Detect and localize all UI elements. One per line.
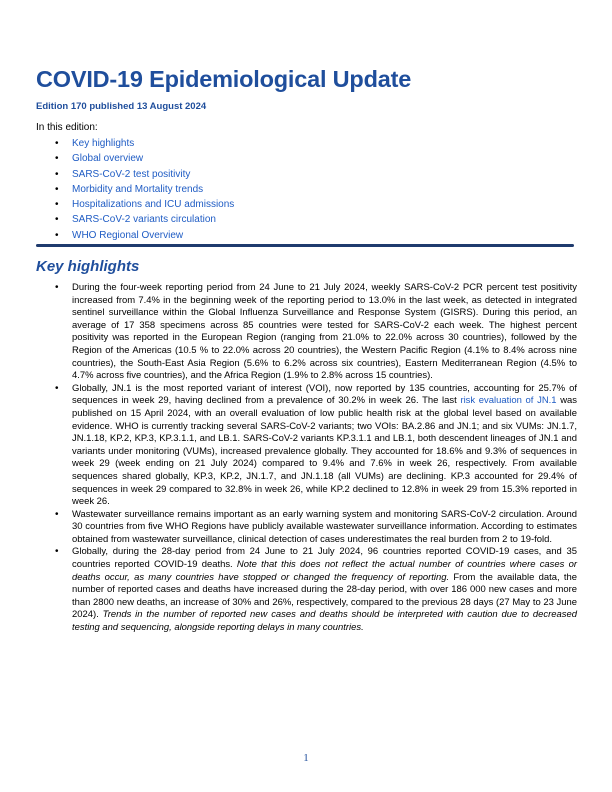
toc-link-regional-overview[interactable]: • WHO Regional Overview [55,228,234,243]
highlight-text: During the four-week reporting period from 24 June to 21 July 2024, weekly SARS-CoV-2 PCR percent test positivity increased from 7.4% in the beginning week of the reporting period to 13.0% in the last week, as detected in integrated sentinel surveillance within the Global Influenza Surveillance and Response System (GISRS). During this period, an average of 17 358 specimens across 85 countries were tested for SARS-CoV-2 each week. The highest percent positivity was reported in the European Region (ranging from 21.0% to 22.0% across 30 countries), followed by the Region of the Americas (10.5 % to 22.0% across 20 countries), the Western Pacific Region (4.1% to 8.4% across nine countries), the South-East Asia Region (5.6% to 6.2% across six countries), Eastern Mediterranean Region (4.5% to 4.7% across five countries), and the Africa Region (1.9% to 2.8% across 15 countries). [72,282,577,382]
toc-link-test-positivity[interactable]: • SARS-CoV-2 test positivity [55,167,234,182]
toc-link-hospitalizations[interactable]: • Hospitalizations and ICU admissions [55,197,234,212]
toc-link-key-highlights[interactable]: • Key highlights [55,136,234,151]
highlight-text: Wastewater surveillance remains important as an early warning system and monitoring SARS-CoV-2 circulation. Around 30 countries from five WHO Regions have publicly available wastewater surveillance information. According to estimates obtained from wastewater surveillance, clinical detection of cases underestimates the real burden from 2 to 19-fold. [72,508,577,545]
toc-link-morbidity-mortality[interactable]: • Morbidity and Mortality trends [55,182,234,197]
highlight-text: was published on 15 April 2024, with an overall evaluation of low public health risk at the global level based on available evidence. WHO is currently tracking several SARS-CoV-2 variants; two VOIs: BA.2.86 and JN.1; and six VUMs: JN.1.7, JN.1.18, KP.2, KP.3, KP.3.1.1, and LB.1. SARS-CoV-2 variants KP.3.1.1 and LB.1, both descendent lineages of JN.1 and variants under monitoring (VUMs), increased prevalence globally. They accounted for 18.6% and 9.3% of sequences in week 29 (week ending on 21 July 2024) compared to 9.4% and 7.6% in week 26, respectively. From available sequences shared globally, KP.3, KP.2, JN.1.7, and JN.1.18 (all VUMs) are declining. KP.3 accounted for 29.4% of sequences in week 29 compared to 32.8% in week 26, while KP.2 declined to 12.8% in week 29 from 15.3% reported in week 26. [72,395,577,508]
document-title: COVID-19 Epidemiological Update [36,66,412,92]
highlight-cases-deaths [55,546,577,634]
toc-link-global-overview[interactable]: • Global overview [55,151,234,166]
highlight-caution-italic: Trends in the number of reported new cases and deaths should be interpreted with caution due to decreased testing and sequencing, alongside reporting delays in many countries. [72,609,577,634]
table-of-contents [55,136,234,243]
highlight-variants [55,383,577,509]
key-highlights-list [55,282,577,635]
section-divider [36,244,574,247]
risk-evaluation-link[interactable]: risk evaluation of JN.1 [460,395,557,407]
highlight-wastewater [55,509,577,547]
toc-link-variants[interactable]: • SARS-CoV-2 variants circulation [55,212,234,227]
highlight-text: From the available data, the number of reported cases and deaths have increased during the 28-day period, with over 186 000 new cases and more than 2800 new deaths, an increase of 30% and 26%, respectively, compared to the previous 28 days (27 May to 23 June 2024). [72,571,578,621]
highlight-note-italic: Note that this does not reflect the actual number of countries where cases or deaths occur, as many countries have stopped or changed the frequency of reporting. [72,559,577,583]
edition-line: Edition 170 published 13 August 2024 [36,101,207,112]
in-this-edition-label: In this edition: [36,122,98,133]
highlight-text: Globally, JN.1 is the most reported variant of interest (VOI), now reported by 135 countries, accounting for 25.7% of sequences in week 29, having declined from a prevalence of 30.2% in week 26. The last [72,382,577,407]
page-number: 1 [303,752,309,764]
highlight-test-positivity [55,282,577,383]
highlight-text: Globally, during the 28-day period from 24 June to 21 July 2024, 96 countries reported COVID-19 cases, and 35 countries reported COVID-19 deaths. [72,546,577,571]
section-heading-key-highlights: Key highlights [36,258,140,275]
